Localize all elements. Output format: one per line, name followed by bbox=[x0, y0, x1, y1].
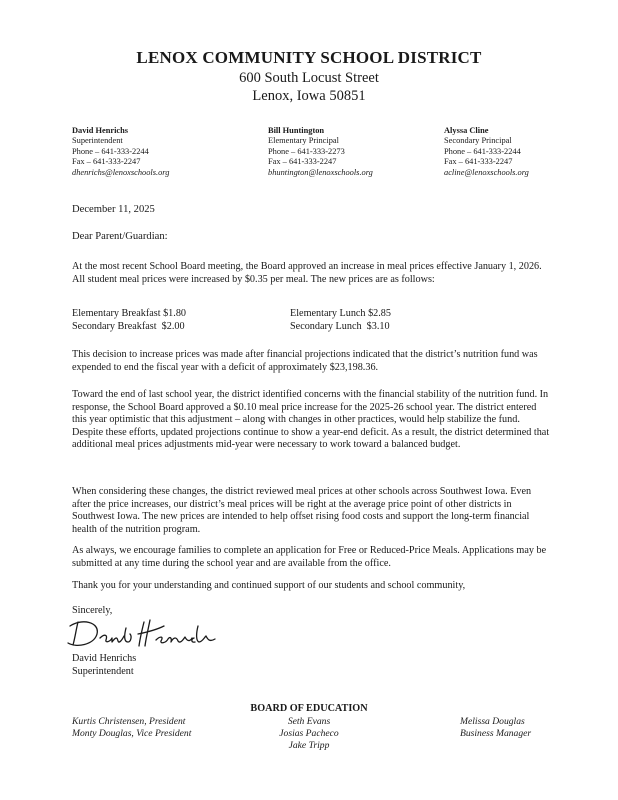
staff-title: Secondary Principal bbox=[444, 136, 512, 146]
paragraph-free-reduced: As always, we encourage families to complete an application for Free or Reduced-Price Meals. Applications may be submitted at any time during the school year and are available from the office. bbox=[72, 545, 547, 569]
paragraph-announcement: At the most recent School Board meeting, the Board approved an increase in meal prices effective January 1, 2026. All student meal prices were increased by $0.35 per meal. The new prices are as follows: bbox=[72, 261, 542, 285]
board-member: Business Manager bbox=[460, 728, 532, 740]
staff-email: dhenrichs@lenoxschools.org bbox=[72, 167, 170, 177]
meal-price-list bbox=[72, 308, 552, 333]
staff-secondary-principal bbox=[444, 126, 529, 178]
signer-block bbox=[72, 653, 136, 678]
staff-elementary-principal bbox=[268, 126, 373, 178]
price-elementary-breakfast: Elementary Breakfast $1.80 bbox=[72, 308, 187, 319]
board-member: Jake Tripp bbox=[288, 740, 330, 752]
letter-date: December 11, 2025 bbox=[72, 204, 155, 215]
staff-fax: Fax – 641-333-2247 bbox=[444, 157, 513, 167]
board-title: BOARD OF EDUCATION bbox=[250, 703, 368, 714]
paragraph-projection: This decision to increase prices was made after financial projections indicated that the district’s nutrition fund was expended to end the fiscal year with a deficit of approximately $23,198.36. bbox=[72, 349, 538, 373]
staff-phone: Phone – 641-333-2244 bbox=[72, 146, 149, 156]
staff-name: David Henrichs bbox=[72, 126, 129, 135]
closing: Sincerely, bbox=[72, 605, 113, 616]
board-member: Seth Evans bbox=[287, 716, 331, 727]
price-secondary-breakfast: Secondary Breakfast $2.00 bbox=[72, 320, 185, 332]
district-city: Lenox, Iowa 50851 bbox=[252, 88, 366, 104]
staff-email: acline@lenoxschools.org bbox=[444, 167, 529, 177]
signature-image bbox=[60, 614, 220, 652]
signer-title: Superintendent bbox=[72, 665, 134, 677]
board-member: Melissa Douglas bbox=[460, 716, 525, 727]
staff-name: Alyssa Cline bbox=[444, 126, 489, 135]
board-member: Monty Douglas, Vice President bbox=[72, 728, 192, 740]
board-member: Kurtis Christensen, President bbox=[72, 716, 186, 727]
letter-greeting: Dear Parent/Guardian: bbox=[72, 231, 168, 242]
district-street: 600 South Locust Street bbox=[239, 70, 379, 86]
paragraph-history: Toward the end of last school year, the district identified concerns with the financial stability of the nutrition fund. In response, the School Board approved a $0.10 meal price increase for the 2025-26 school year. The district entered this year optimistic that this adjustment – along with changes in other practices, would help stabilize the fund. Despite these efforts, updated projections continue to show a year-end deficit. As a result, the district determined that additional meal prices adjustments mid-year were necessary to work toward a balanced budget. bbox=[72, 389, 550, 451]
staff-fax: Fax – 641-333-2247 bbox=[268, 157, 337, 167]
staff-title: Superintendent bbox=[72, 136, 123, 146]
staff-email: bhuntington@lenoxschools.org bbox=[268, 167, 373, 177]
staff-name: Bill Huntington bbox=[268, 126, 325, 135]
staff-phone: Phone – 641-333-2273 bbox=[268, 146, 345, 156]
price-secondary-lunch: Secondary Lunch $3.10 bbox=[290, 320, 390, 332]
paragraph-thanks: Thank you for your understanding and continued support of our students and school community, bbox=[72, 580, 466, 591]
staff-phone: Phone – 641-333-2244 bbox=[444, 146, 521, 156]
staff-fax: Fax – 641-333-2247 bbox=[72, 157, 141, 167]
board-member: Josias Pacheco bbox=[279, 728, 339, 740]
signer-name: David Henrichs bbox=[72, 653, 137, 664]
staff-superintendent bbox=[72, 126, 169, 178]
district-name: LENOX COMMUNITY SCHOOL DISTRICT bbox=[136, 48, 482, 67]
staff-title: Elementary Principal bbox=[268, 136, 339, 146]
price-elementary-lunch: Elementary Lunch $2.85 bbox=[290, 308, 391, 319]
paragraph-comparison: When considering these changes, the district reviewed meal prices at other schools across Southwest Iowa. Even after the price increases, our district’s meal prices will be right at the average price point of other districts in Southwest Iowa. The new prices are intended to help offset rising food costs and support the long-term financial health of the nutrition program. bbox=[72, 486, 532, 535]
board-business-manager bbox=[460, 716, 531, 740]
